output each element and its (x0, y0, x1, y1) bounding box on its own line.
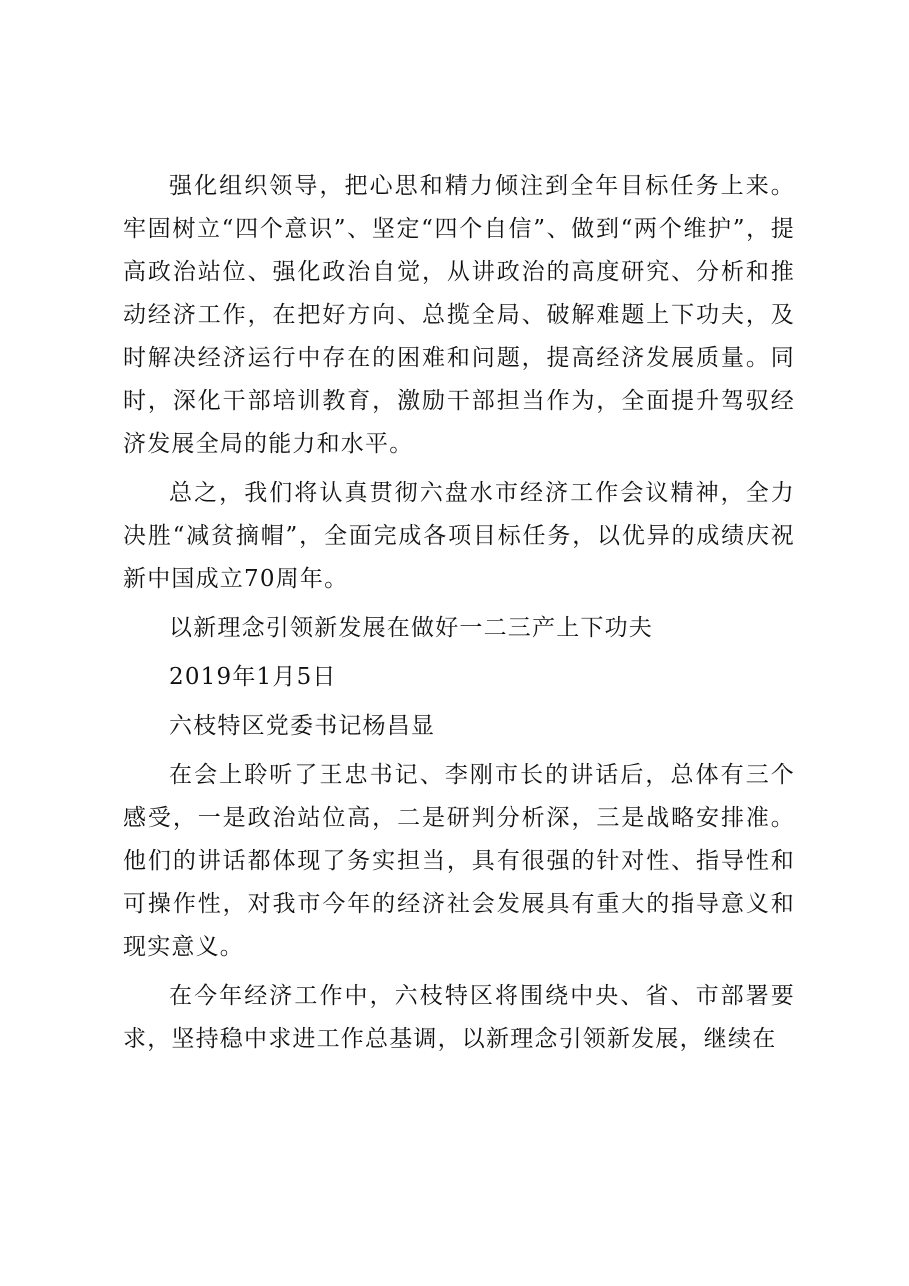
document-body (123, 165, 795, 1061)
paragraph-organization-leadership: 强化组织领导，把心思和精力倾注到全年目标任务上来。牢固树立“四个意识”、坚定“四个自信”、做到“两个维护”，提高政治站位、强化政治自觉，从讲政治的高度研究、分析和推动经济工作，在把好方向、总揽全局、破解难题上下功夫，及时解决经济运行中存在的困难和问题，提高经济发展质量。同时，深化干部培训教育，激励干部担当作为，全面提升驾驭经济发展全局的能力和水平。 (123, 173, 795, 457)
article-title: 以新理念引领新发展在做好一二三产上下功夫 (169, 615, 653, 641)
paragraph-conclusion: 总之，我们将认真贯彻六盘水市经济工作会议精神，全力决胜“减贫摘帽”，全面完成各项目标任务，以优异的成绩庆祝新中国成立70周年。 (123, 480, 795, 592)
paragraph-meeting-impressions: 在会上聆听了王忠书记、李刚市长的讲话后，总体有三个感受，一是政治站位高，二是研判分析深，三是战略安排准。他们的讲话都体现了务实担当，具有很强的针对性、指导性和可操作性，对我市今年的经济社会发展具有重大的指导意义和现实意义。 (123, 762, 795, 960)
article-author: 六枝特区党委书记杨昌显 (169, 713, 436, 739)
article-date: 2019年1月5日 (169, 664, 337, 690)
paragraph-economic-work: 在今年经济工作中，六枝特区将围绕中央、省、市部署要求，坚持稳中求进工作总基调，以新理念引领新发展，继续在 (123, 983, 795, 1052)
